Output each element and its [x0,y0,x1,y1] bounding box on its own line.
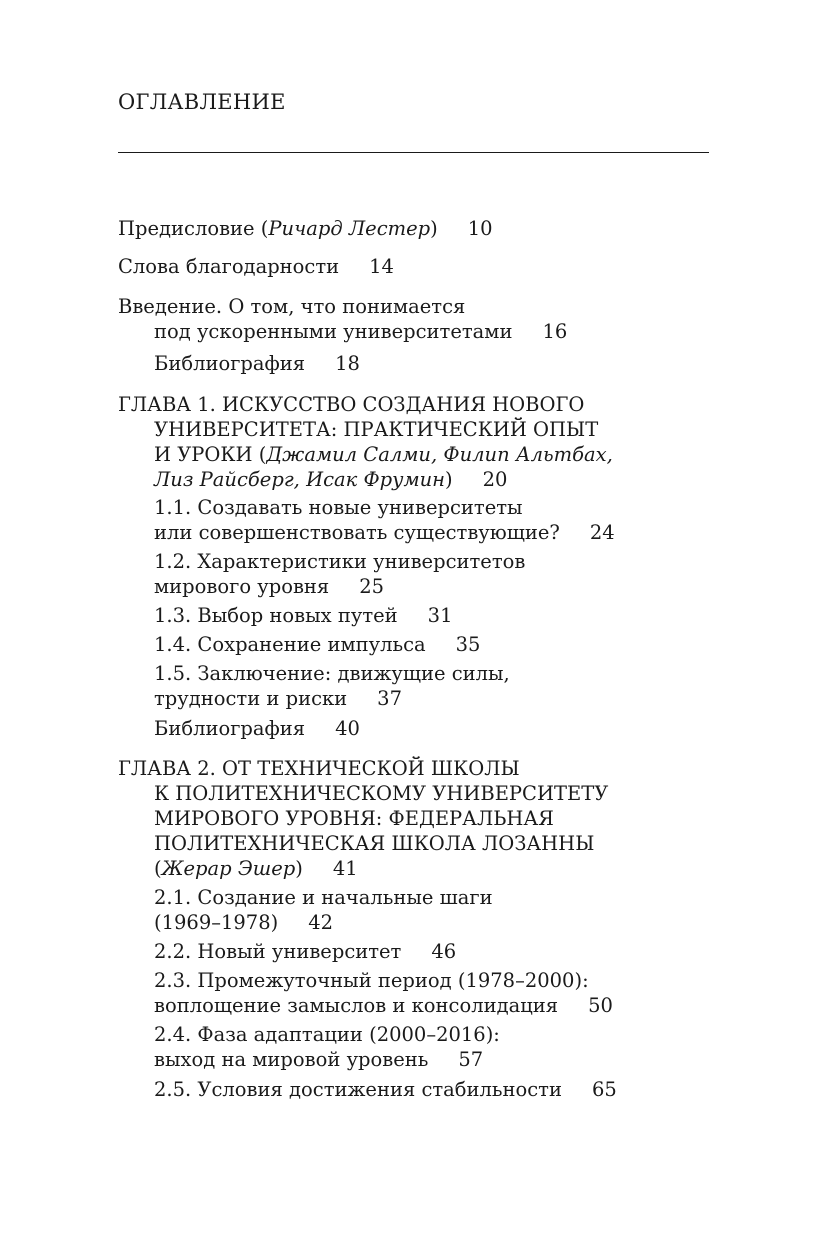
page-number: 20 [482,468,508,491]
page-number: 18 [335,352,360,375]
page-number: 65 [591,1078,617,1101]
toc-entry-section-1-2: 1.2. Характеристики университетов [154,550,526,573]
toc-entry-chapter-1-cont: УНИВЕРСИТЕТА: ПРАКТИЧЕСКИЙ ОПЫТ [154,418,599,441]
toc-entry-section-2-1-cont: (1969–1978) 42 [154,911,334,934]
toc-entry-chapter-1-cont: И УРОКИ (Джамил Салми, Филип Альтбах, [154,443,613,466]
toc-entry-intro: Введение. О том, что понимается [118,295,466,318]
toc-entry-thanks: Слова благодарности 14 [118,255,394,278]
author-name: Джамил Салми, Филип Альтбах, [266,443,613,466]
page-number: 42 [308,911,334,934]
toc-entry-section-1-2-cont: мирового уровня 25 [154,575,385,598]
author-name: Ричард Лестер [268,217,431,240]
toc-entry-section-2-5: 2.5. Условия достижения стабильности 65 [154,1078,617,1101]
toc-entry-section-2-4: 2.4. Фаза адаптации (2000–2016): [154,1023,500,1046]
page-number: 50 [588,994,613,1017]
author-name: Лиз Райсберг, Исак Фрумин [154,468,446,491]
toc-entry-section-1-3: 1.3. Выбор новых путей 31 [154,604,453,627]
page-number: 57 [458,1048,484,1071]
toc-entry-section-1-1-cont: или совершенствовать существующие? 24 [154,521,615,544]
toc-entry-section-1-5: 1.5. Заключение: движущие силы, [154,662,510,685]
toc-entry-section-2-2: 2.2. Новый университет 46 [154,940,457,963]
page-number: 10 [467,217,493,240]
page-number: 16 [542,320,568,343]
toc-entry-section-2-1: 2.1. Создание и начальные шаги [154,886,493,909]
page-number: 40 [335,717,360,740]
toc-entry-chapter-2-cont: МИРОВОГО УРОВНЯ: ФЕДЕРАЛЬНАЯ [154,807,554,830]
toc-entry-preface: Предисловие (Ричард Лестер) 10 [118,217,493,240]
page-number: 31 [427,604,453,627]
toc-entry-intro-cont: под ускоренными университетами 16 [154,320,568,343]
page-number: 41 [332,857,358,880]
toc-entry-section-1-4: 1.4. Сохранение импульса 35 [154,633,481,656]
page-number: 37 [377,687,402,710]
toc-entry-chapter-1-cont: Лиз Райсберг, Исак Фрумин) 20 [154,468,508,491]
page-number: 35 [455,633,481,656]
toc-entry-chapter-1-bibliography: Библиография 40 [154,717,360,740]
toc-entry-section-2-4-cont: выход на мировой уровень 57 [154,1048,484,1071]
toc-entry-section-1-1: 1.1. Создавать новые университеты [154,496,523,519]
author-name: Жерар Эшер [161,857,296,880]
toc-entry-section-1-5-cont: трудности и риски 37 [154,687,402,710]
page-number: 24 [589,521,615,544]
toc-entry-section-2-3: 2.3. Промежуточный период (1978–2000): [154,969,589,992]
page-number: 46 [431,940,457,963]
toc-entry-chapter-2: ГЛАВА 2. ОТ ТЕХНИЧЕСКОЙ ШКОЛЫ [118,757,520,780]
toc-entry-chapter-1: ГЛАВА 1. ИСКУССТВО СОЗДАНИЯ НОВОГО [118,393,585,416]
page-number: 14 [369,255,394,278]
page-title: ОГЛАВЛЕНИЕ [118,90,286,114]
toc-entry-chapter-2-cont: ПОЛИТЕХНИЧЕСКАЯ ШКОЛА ЛОЗАННЫ [154,832,595,855]
divider [118,152,709,153]
page-number: 25 [359,575,385,598]
toc-entry-chapter-2-cont: (Жерар Эшер) 41 [154,857,358,880]
toc-entry-section-2-3-cont: воплощение замыслов и консолидация 50 [154,994,613,1017]
toc-entry-chapter-2-cont: К ПОЛИТЕХНИЧЕСКОМУ УНИВЕРСИТЕТУ [154,782,609,805]
toc-entry-intro-bibliography: Библиография 18 [154,352,360,375]
